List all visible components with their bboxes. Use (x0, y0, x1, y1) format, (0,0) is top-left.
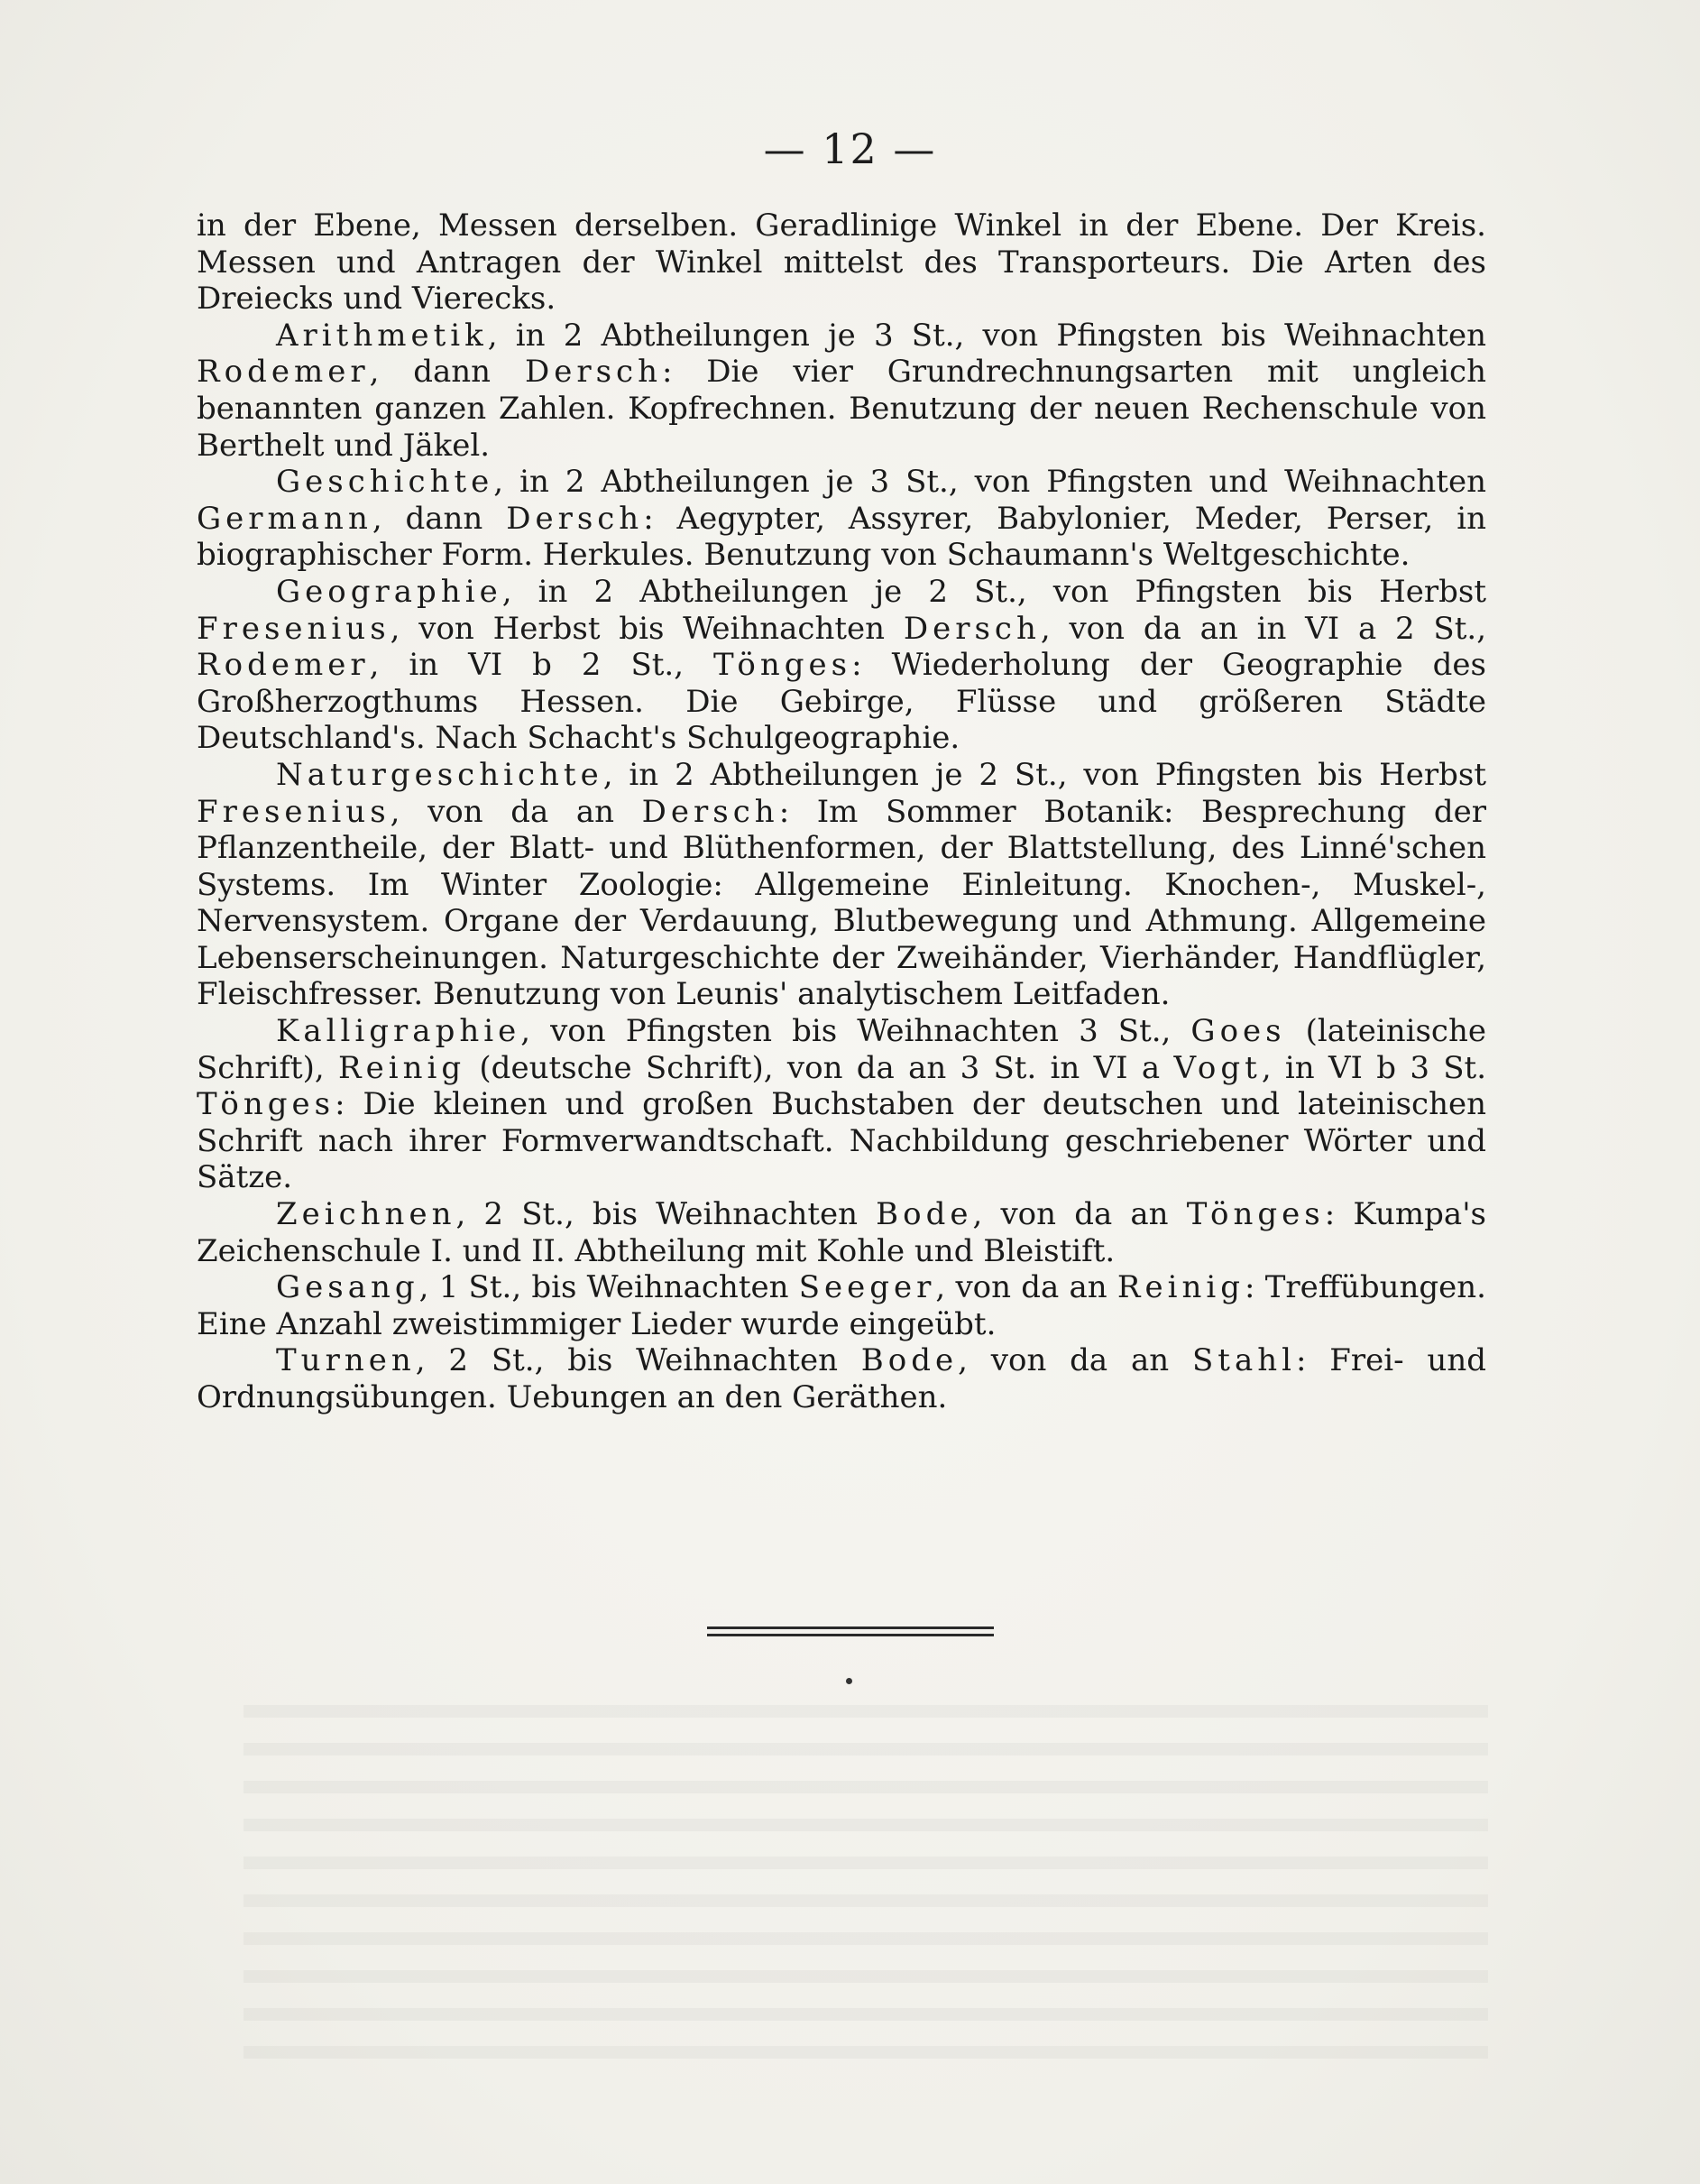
teacher-name: Tönges (197, 1086, 335, 1123)
subject-title: Arithmetik (276, 317, 488, 354)
teacher-name: Seeger (798, 1269, 936, 1306)
paragraph-turnen: Turnen, 2 St., bis Weihnachten Bode, von da an Stahl: Frei- und Ordnungsübungen. Uebungen an den Geräthen. (197, 1342, 1486, 1415)
teacher-name: Dersch (641, 793, 779, 830)
teacher-name: Tönges (1186, 1196, 1325, 1233)
paragraph-geographie: Geographie, in 2 Abtheilungen je 2 St., von Pfingsten bis Herbst Fresenius, von Herbst bis Weihnachten Dersch, von da an in VI a 2 St., Rodemer, in VI b 2 St., Tönges: Wiederholung der Geographie des Großherzogthums Hessen. Die Gebirge, Flüsse und größeren Städte Deutschland's. Nach Schacht's Schulgeographie. (197, 573, 1487, 757)
subject-title: Geschichte (276, 464, 494, 501)
divider-dot (846, 1678, 852, 1684)
subject-title: Kalligraphie (276, 1013, 521, 1050)
section-divider-rule-bottom (707, 1634, 994, 1636)
teacher-name: Germann (197, 500, 372, 537)
paragraph-geschichte: Geschichte, in 2 Abtheilungen je 3 St., von Pfingsten und Weihnachten Germann, dann Dersch: Aegypter, Assyrer, Babylonier, Meder, Perser, in biographischer Form. Herkules. Benutzung von Schaumann's Weltgeschichte. (197, 464, 1486, 574)
paragraph-arithmetik: Arithmetik, in 2 Abtheilungen je 3 St., von Pfingsten bis Weihnachten Rodemer, dann Dersch: Die vier Grundrechnungsarten mit ungleich benannten ganzen Zahlen. Kopfrechnen. Benutzung der neuen Rechenschule von Berthelt und Jäkel. (197, 317, 1486, 464)
paragraph-gesang: Gesang, 1 St., bis Weihnachten Seeger, von da an Reinig: Treffübungen. Eine Anzahl zweistimmiger Lieder wurde eingeübt. (197, 1269, 1486, 1342)
teacher-name: Dersch (903, 610, 1041, 647)
teacher-name: Rodemer (197, 354, 370, 391)
teacher-name: Dersch (524, 354, 662, 391)
subject-title: Zeichnen (276, 1196, 456, 1233)
subject-title: Gesang (276, 1269, 419, 1306)
teacher-name: Rodemer (197, 647, 370, 684)
subject-title: Naturgeschichte (276, 756, 603, 793)
body-text (197, 207, 1486, 1416)
subject-title: Geographie (276, 573, 502, 610)
teacher-name: Dersch (506, 500, 644, 537)
teacher-name: Reinig (337, 1049, 466, 1086)
teacher-name: Reinig (1116, 1269, 1245, 1306)
teacher-name: Stahl (1192, 1342, 1296, 1379)
paragraph-zeichnen: Zeichnen, 2 St., bis Weihnachten Bode, von da an Tönges: Kumpa's Zeichenschule I. und II. Abtheilung mit Kohle und Bleistift. (197, 1196, 1486, 1269)
paragraph-geometry-continuation: in der Ebene, Messen derselben. Geradlinige Winkel in der Ebene. Der Kreis. Messen und Antragen der Winkel mittelst des Transporteurs. Die Arten des Dreiecks und Vierecks. (197, 207, 1486, 318)
teacher-name: Bode (876, 1196, 973, 1233)
teacher-name: Goes (1190, 1013, 1286, 1050)
teacher-name: Bode (860, 1342, 959, 1379)
subject-title: Turnen (276, 1342, 416, 1379)
teacher-name: Fresenius (197, 793, 391, 830)
teacher-name: Tönges (713, 647, 852, 684)
page-number: — 12 — (763, 124, 937, 173)
section-divider-rule-top (707, 1626, 994, 1629)
teacher-name: Fresenius (197, 610, 391, 647)
show-through-bleed (244, 1705, 1488, 2084)
paragraph-naturgeschichte: Naturgeschichte, in 2 Abtheilungen je 2 St., von Pfingsten bis Herbst Fresenius, von da an Dersch: Im Sommer Botanik: Besprechung der Pflanzentheile, der Blatt- und Blüthenformen, der Blattstellung, des Linné'schen Systems. Im Winter Zoologie: Allgemeine Einleitung. Knochen-, Muskel-, Nervensystem. Organe der Verdauung, Blutbewegung und Athmung. Allgemeine Lebenserscheinungen. Naturgeschichte der Zweihänder, Vierhänder, Handflügler, Fleischfresser. Benutzung von Leunis' analytischem Leitfaden. (197, 756, 1486, 1013)
teacher-name: Vogt (1173, 1049, 1262, 1086)
paragraph-kalligraphie: Kalligraphie, von Pfingsten bis Weihnachten 3 St., Goes (lateinische Schrift), Reinig (deutsche Schrift), von da an 3 St. in VI a Vogt, in VI b 3 St. Tönges: Die kleinen und großen Buchstaben der deutschen und lateinischen Schrift nach ihrer Formverwandtschaft. Nachbildung geschriebener Wörter und Sätze. (197, 1013, 1487, 1196)
